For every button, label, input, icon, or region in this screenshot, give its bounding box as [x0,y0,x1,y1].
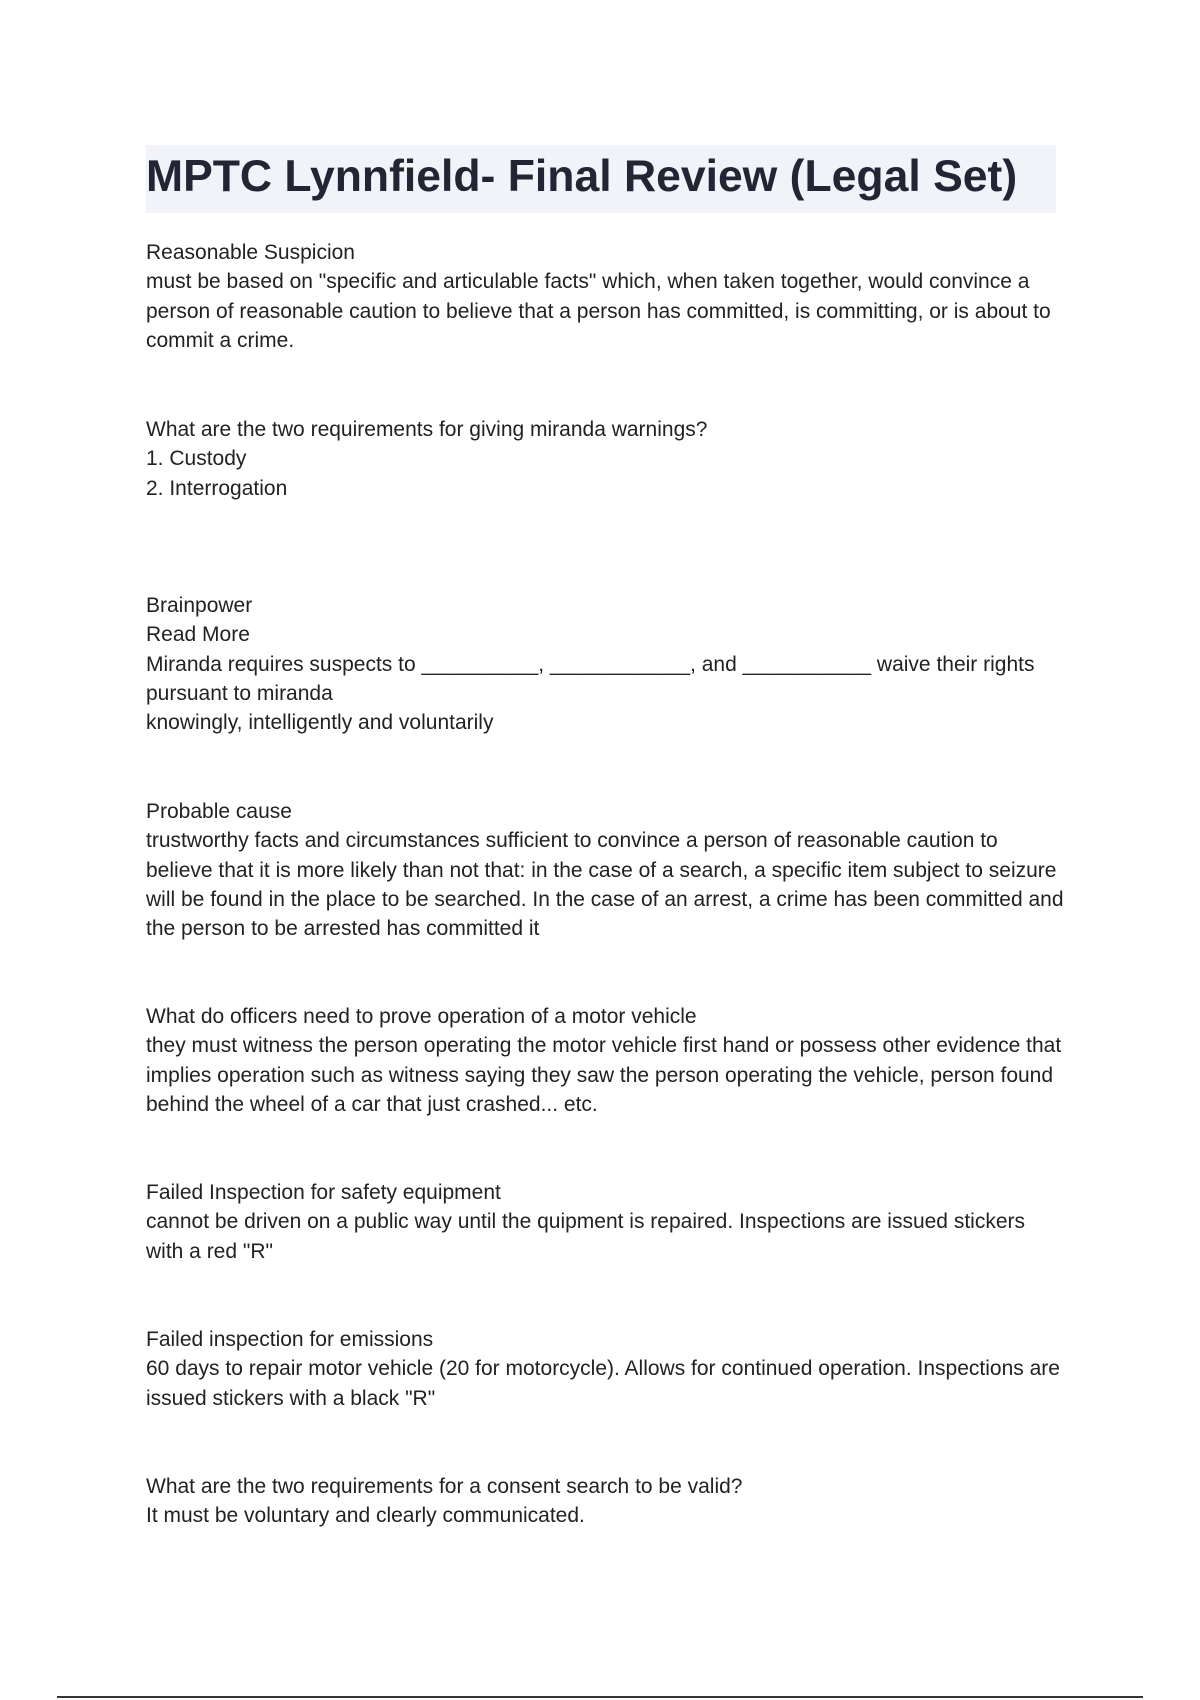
card-term: What are the two requirements for giving miranda warnings? [146,418,708,441]
card-definition: It must be voluntary and clearly communicated. [146,1504,585,1528]
card-reasonable-suspicion [146,238,1066,355]
card-definition: they must witness the person operating the motor vehicle first hand or possess other evidence that implies operation such as witness saying they saw the person operating the vehicle, person found behind the wheel of a car that just crashed... etc. [146,1034,1062,1116]
card-failed-safety-inspection [146,1178,1066,1266]
card-term: Failed inspection for emissions [146,1328,434,1351]
card-list-item: 2. Interrogation [146,476,288,500]
card-definition: trustworthy facts and circumstances sufficient to convince a person of reasonable caution to believe that it is more likely than not that: in the case of a search, a specific item subject to seizure will be found in the place to be searched. In the case of an arrest, a crime has been committed and the person to be arrested has committed it [146,829,1064,941]
card-consent-search [146,1472,1066,1531]
card-definition: knowingly, intelligently and voluntarily [146,711,494,735]
card-miranda-requirements [146,415,1066,503]
card-definition: cannot be driven on a public way until the quipment is repaired. Inspections are issued stickers with a red "R" [146,1210,1025,1263]
card-motor-vehicle-operation [146,1002,1066,1119]
page-divider [57,1696,1143,1698]
card-term: What are the two requirements for a consent search to be valid? [146,1475,743,1498]
page-title: MPTC Lynnfield- Final Review (Legal Set) [146,152,1018,201]
card-probable-cause [146,797,1066,943]
card-definition: must be based on "specific and articulable facts" which, when taken together, would convince a person of reasonable caution to believe that a person has committed, is committing, or is about to commit a crime. [146,270,1051,352]
card-list-item: 1. Custody [146,447,247,471]
card-definition: 60 days to repair motor vehicle (20 for motorcycle). Allows for continued operation. Inspections are issued stickers with a black "R" [146,1357,1060,1410]
card-question: Miranda requires suspects to __________, ____________, and ___________ waive their rights pursuant to miranda [146,652,1035,705]
card-term: Probable cause [146,800,292,823]
card-term: Brainpower [146,594,253,617]
card-term: Reasonable Suspicion [146,241,355,264]
card-failed-emissions-inspection [146,1325,1066,1413]
card-brainpower [146,591,1066,737]
card-term: Failed Inspection for safety equipment [146,1181,501,1204]
read-more-link[interactable]: Read More [146,623,250,647]
card-term: What do officers need to prove operation of a motor vehicle [146,1005,697,1028]
